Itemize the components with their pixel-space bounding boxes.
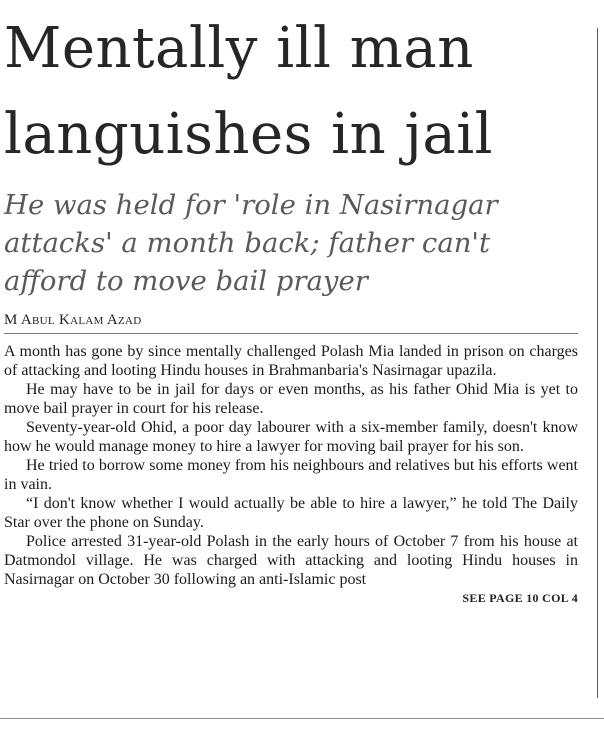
paragraph: He may have to be in jail for days or even months, as his father Ohid Mia is yet to move bail prayer in court for his release. bbox=[4, 381, 578, 417]
article-body bbox=[4, 342, 578, 589]
bottom-rule bbox=[0, 718, 604, 719]
continued-on-page-note: SEE PAGE 10 COL 4 bbox=[462, 591, 578, 605]
subheadline-line: He was held for 'role in Nasirnagar bbox=[4, 189, 498, 221]
news-article bbox=[4, 0, 580, 606]
paragraph: He tried to borrow some money from his neighbours and relatives but his efforts went in vain. bbox=[4, 457, 578, 493]
headline-line: Mentally ill man bbox=[4, 16, 474, 81]
subheadline bbox=[4, 186, 580, 300]
headline bbox=[4, 0, 580, 178]
subheadline-line: afford to move bail prayer bbox=[4, 265, 368, 297]
subheadline-line: attacks' a month back; father can't bbox=[4, 227, 491, 259]
paragraph: Police arrested 31-year-old Polash in the early hours of October 7 from his house at Datmondol village. He was charged with attacking and looting Hindu houses in Nasirnagar on October 30 following an anti-Islamic post bbox=[4, 533, 578, 588]
column-divider bbox=[597, 28, 598, 698]
byline: M Abul Kalam Azad bbox=[4, 312, 578, 334]
paragraph: Seventy-year-old Ohid, a poor day labourer with a six-member family, doesn't know how he would manage money to hire a lawyer for moving bail prayer for his son. bbox=[4, 419, 578, 455]
headline-line: languishes in jail bbox=[4, 102, 494, 167]
paragraph: A month has gone by since mentally challenged Polash Mia landed in prison on charges of attacking and looting Hindu houses in Brahmanbaria's Nasirnagar upazila. bbox=[4, 343, 578, 379]
paragraph: “I don't know whether I would actually be able to hire a lawyer,” he told The Daily Star over the phone on Sunday. bbox=[4, 495, 578, 531]
